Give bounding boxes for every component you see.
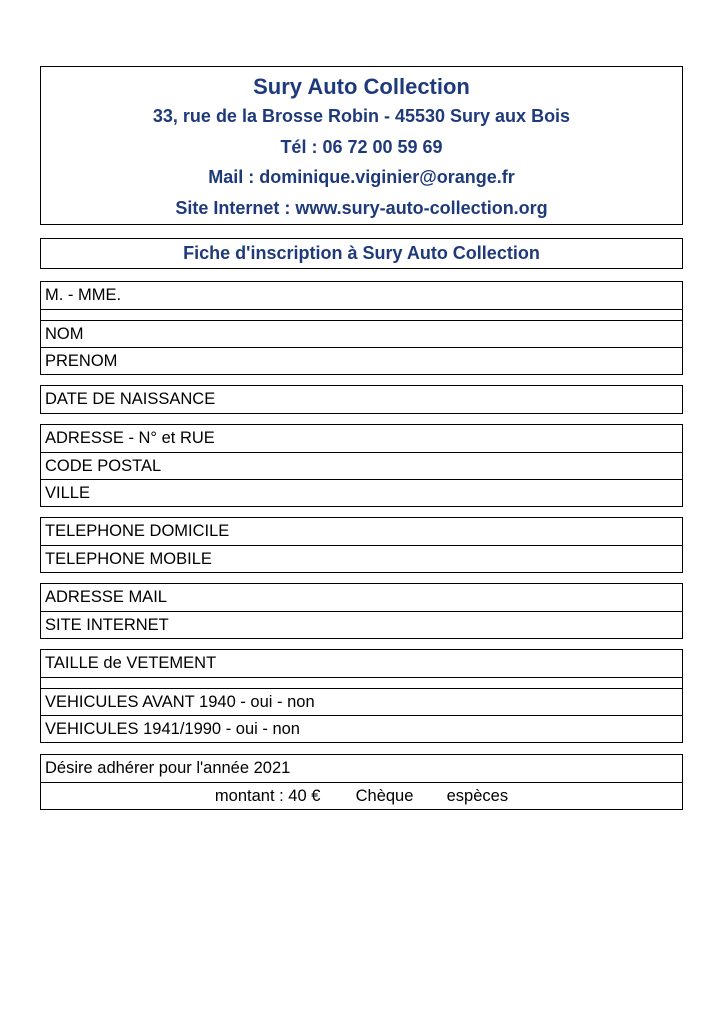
montant-label: montant : 40 €	[214, 787, 321, 805]
especes-option[interactable]: espèces	[446, 787, 509, 805]
code-postal-field[interactable]: CODE POSTAL	[41, 452, 682, 479]
adhesion-text: Désire adhérer pour l'année 2021	[45, 759, 291, 777]
civility-field[interactable]: M. - MME.	[45, 286, 122, 304]
spacer-row	[41, 677, 682, 688]
club-website: Site Internet : www.sury-auto-collection.org	[175, 197, 548, 218]
club-phone: Tél : 06 72 00 59 69	[280, 136, 443, 157]
tel-domicile-field[interactable]: TELEPHONE DOMICILE	[45, 522, 230, 540]
online-section	[40, 583, 683, 639]
tel-mobile-field[interactable]: TELEPHONE MOBILE	[41, 545, 682, 572]
vehicules-1941-1990-field[interactable]: VEHICULES 1941/1990 - oui - non	[41, 715, 682, 742]
prenom-field[interactable]: PRENOM	[41, 347, 682, 374]
vehicules-avant-1940-field[interactable]: VEHICULES AVANT 1940 - oui - non	[41, 688, 682, 715]
address-section	[40, 424, 683, 507]
adresse-field[interactable]: ADRESSE - N° et RUE	[45, 429, 215, 447]
payment-row	[41, 782, 682, 809]
nom-field[interactable]: NOM	[41, 320, 682, 347]
spacer-row	[41, 309, 682, 320]
adresse-mail-field[interactable]: ADRESSE MAIL	[45, 588, 167, 606]
date-naissance-field[interactable]: DATE DE NAISSANCE	[45, 390, 216, 408]
phone-section	[40, 517, 683, 573]
cheque-option[interactable]: Chèque	[355, 787, 414, 805]
site-internet-field[interactable]: SITE INTERNET	[41, 611, 682, 638]
membership-section	[40, 754, 683, 810]
birthdate-section	[40, 385, 683, 414]
club-address: 33, rue de la Brosse Robin - 45530 Sury aux Bois	[152, 106, 571, 126]
vehicle-section	[40, 649, 683, 743]
form-title: Fiche d'inscription à Sury Auto Collection	[40, 238, 683, 269]
identity-section	[40, 281, 683, 375]
club-mail: Mail : dominique.viginier@orange.fr	[208, 167, 515, 187]
taille-vetement-field[interactable]: TAILLE de VETEMENT	[45, 654, 217, 672]
ville-field[interactable]: VILLE	[41, 479, 682, 506]
club-name: Sury Auto Collection	[253, 74, 470, 99]
club-header	[40, 66, 683, 225]
